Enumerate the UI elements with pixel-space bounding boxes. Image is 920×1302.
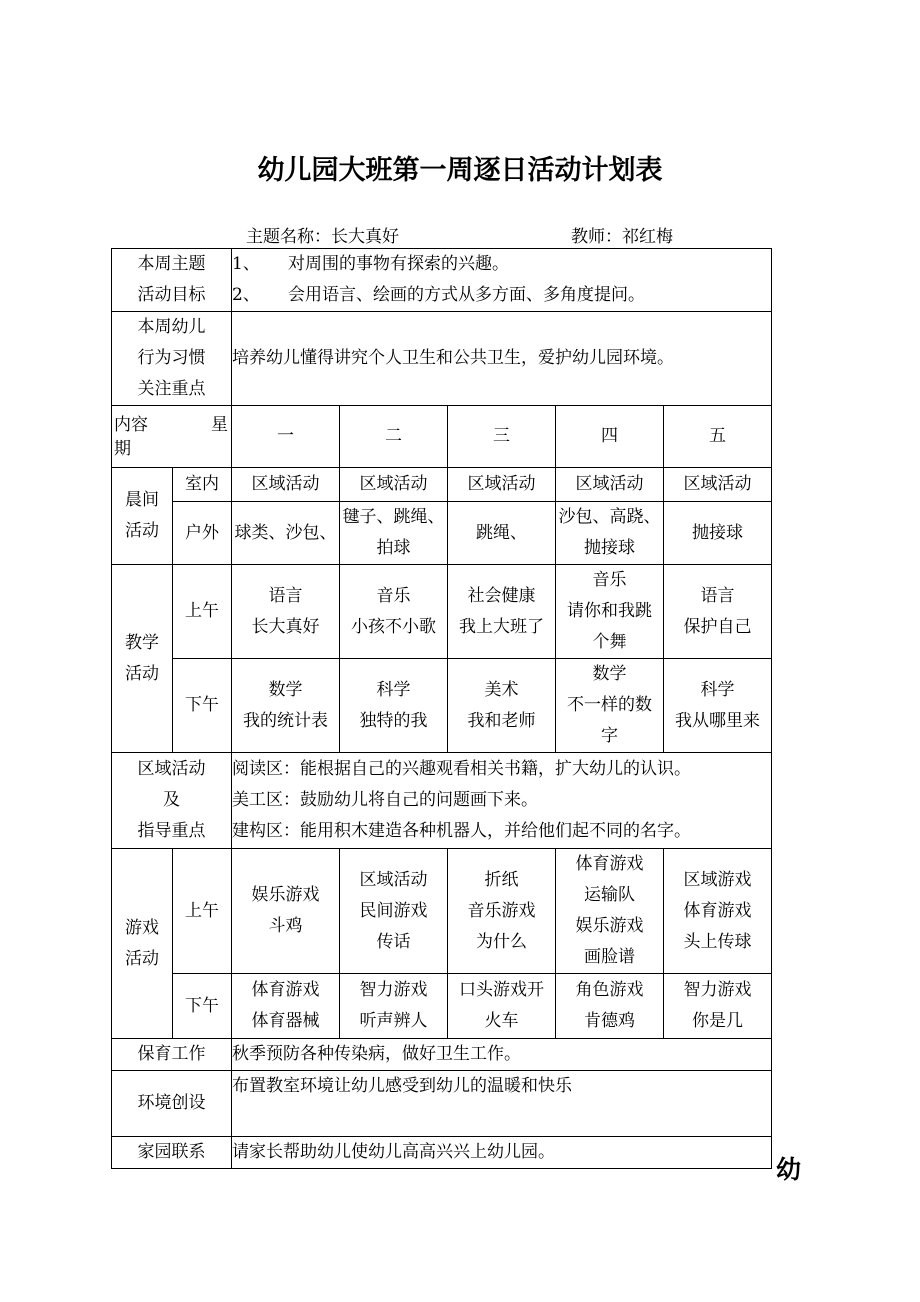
teaching-am-cell: 音乐 请你和我跳 个舞 [556, 565, 664, 659]
area-line: 建构区：能用积木建造各种机器人，并给他们起不同的名字。 [232, 821, 691, 841]
outdoor-cell: 沙包、高跷、 抛接球 [556, 502, 664, 565]
area-line: 美工区：鼓励幼儿将自己的问题画下来。 [232, 790, 538, 810]
games-am-row [112, 849, 772, 974]
teaching-pm-label: 下午 [173, 659, 232, 753]
teacher-label: 教师： [571, 227, 622, 247]
activity-plan-table [111, 248, 772, 1169]
care-text: 秋季预防各种传染病，做好卫生工作。 [232, 1039, 772, 1071]
games-am-cell: 区域游戏 体育游戏 头上传球 [664, 849, 772, 974]
indoor-cell: 区域活动 [448, 468, 556, 502]
teacher-line [571, 222, 673, 247]
header-corner-cell [112, 406, 232, 468]
environment-text: 布置教室环境让幼儿感受到幼儿的温暖和快乐 [232, 1071, 772, 1137]
area-guidance [232, 753, 772, 849]
indoor-label: 室内 [173, 468, 232, 502]
care-label: 保育工作 [112, 1039, 232, 1071]
family-text: 请家长帮助幼儿使幼儿高高兴兴上幼儿园。 [232, 1137, 772, 1169]
teacher-value: 祁红梅 [622, 227, 673, 247]
games-pm-row [112, 974, 772, 1039]
indoor-cell: 区域活动 [232, 468, 340, 502]
teaching-pm-cell: 数学 我的统计表 [232, 659, 340, 753]
outdoor-label: 户外 [173, 502, 232, 565]
teaching-pm-cell: 数学 不一样的数 字 [556, 659, 664, 753]
indoor-cell: 区域活动 [556, 468, 664, 502]
teaching-am-cell: 社会健康 我上大班了 [448, 565, 556, 659]
games-am-cell: 体育游戏 运输队 娱乐游戏 画脸谱 [556, 849, 664, 974]
header-period-label: 期 [114, 439, 131, 459]
goals-label: 本周主题 活动目标 [112, 249, 232, 312]
family-label: 家园联系 [112, 1137, 232, 1169]
teaching-pm-row [112, 659, 772, 753]
area-label: 区域活动 及 指导重点 [112, 753, 232, 849]
teaching-pm-cell: 科学 独特的我 [340, 659, 448, 753]
teaching-pm-cell: 美术 我和老师 [448, 659, 556, 753]
habits-label: 本周幼儿 行为习惯 关注重点 [112, 312, 232, 406]
family-row [112, 1137, 772, 1169]
day-friday: 五 [664, 406, 772, 468]
goals-list [232, 249, 772, 312]
games-pm-cell: 角色游戏 肯德鸡 [556, 974, 664, 1039]
outdoor-cell: 球类、沙包、 [232, 502, 340, 565]
area-row [112, 753, 772, 849]
page-title: 幼儿园大班第一周逐日活动计划表 [257, 155, 663, 186]
games-pm-cell: 体育游戏 体育器械 [232, 974, 340, 1039]
habits-row [112, 312, 772, 406]
morning-label: 晨间 活动 [112, 468, 173, 565]
teaching-am-row [112, 565, 772, 659]
teaching-pm-cell: 科学 我从哪里来 [664, 659, 772, 753]
header-weekday-label: 星 [211, 415, 228, 435]
weekday-header-row [112, 406, 772, 468]
day-tuesday: 二 [340, 406, 448, 468]
environment-label: 环境创设 [112, 1071, 232, 1137]
goal-item: 1、 对周围的事物有探索的兴趣。 [232, 254, 509, 274]
teaching-am-cell: 音乐 小孩不小歌 [340, 565, 448, 659]
goal-item: 2、 会用语言、绘画的方式从多方面、多角度提问。 [232, 285, 645, 305]
teaching-am-label: 上午 [173, 565, 232, 659]
theme-value: 长大真好 [331, 227, 399, 247]
goals-row [112, 249, 772, 312]
day-monday: 一 [232, 406, 340, 468]
outdoor-cell: 跳绳、 [448, 502, 556, 565]
games-pm-cell: 口头游戏开 火车 [448, 974, 556, 1039]
morning-outdoor-row [112, 502, 772, 565]
games-pm-cell: 智力游戏 听声辨人 [340, 974, 448, 1039]
care-row [112, 1039, 772, 1071]
games-am-cell: 折纸 音乐游戏 为什么 [448, 849, 556, 974]
teaching-am-cell: 语言 长大真好 [232, 565, 340, 659]
day-thursday: 四 [556, 406, 664, 468]
teaching-label: 教学 活动 [112, 565, 173, 753]
outdoor-cell: 毽子、跳绳、 拍球 [340, 502, 448, 565]
indoor-cell: 区域活动 [664, 468, 772, 502]
header-content-label: 内容 [114, 415, 148, 435]
theme-label: 主题名称： [246, 227, 331, 247]
outdoor-cell: 抛接球 [664, 502, 772, 565]
games-label: 游戏 活动 [112, 849, 173, 1039]
games-pm-cell: 智力游戏 你是几 [664, 974, 772, 1039]
indoor-cell: 区域活动 [340, 468, 448, 502]
theme-line [246, 222, 399, 247]
environment-row [112, 1071, 772, 1137]
games-am-label: 上午 [173, 849, 232, 974]
games-am-cell: 区域活动 民间游戏 传话 [340, 849, 448, 974]
games-pm-label: 下午 [173, 974, 232, 1039]
trailing-character: 幼 [776, 1155, 802, 1184]
teaching-am-cell: 语言 保护自己 [664, 565, 772, 659]
area-line: 阅读区：能根据自己的兴趣观看相关书籍，扩大幼儿的认识。 [232, 759, 691, 779]
habits-text: 培养幼儿懂得讲究个人卫生和公共卫生，爱护幼儿园环境。 [232, 312, 772, 406]
morning-indoor-row [112, 468, 772, 502]
day-wednesday: 三 [448, 406, 556, 468]
games-am-cell: 娱乐游戏 斗鸡 [232, 849, 340, 974]
